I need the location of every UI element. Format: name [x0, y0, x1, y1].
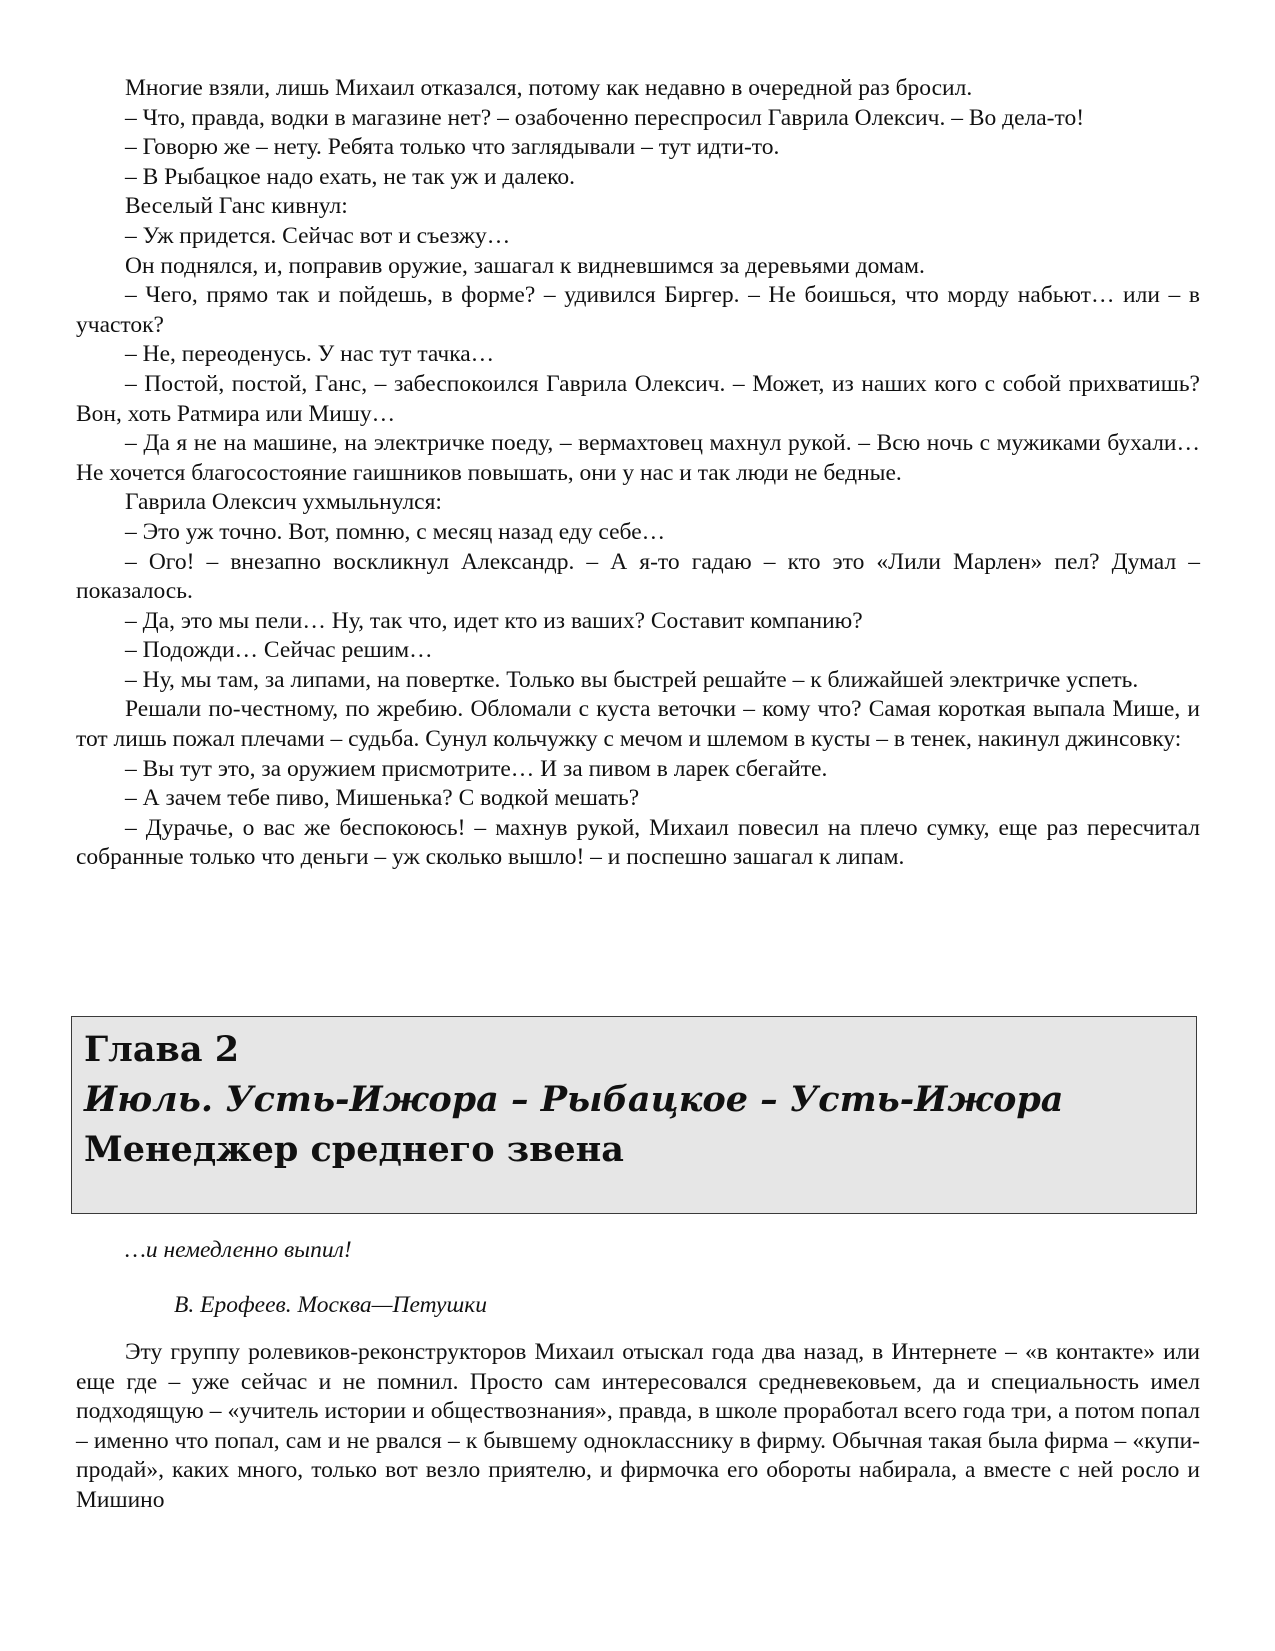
paragraph: – В Рыбацкое надо ехать, не так уж и далеко. [125, 163, 576, 190]
paragraph: Он поднялся, и, поправив оружие, зашагал к видневшимся за деревьями домам. [125, 252, 925, 279]
paragraph: – Ого! – внезапно воскликнул Александр. – А я-то гадаю – кто это «Лили Марлен» пел? Думал – показалось. [76, 548, 1200, 605]
chapter-title: Менеджер среднего звена [84, 1129, 624, 1170]
chapter-heading-box [71, 1016, 1197, 1214]
paragraph: – Да я не на машине, на электричке поеду, – вермахтовец махнул рукой. – Всю ночь с мужиками бухали… Не хочется благосостояние гаишников повышать, они у нас и так люди не бедные. [76, 430, 1200, 486]
paragraph: – Говорю же – нету. Ребята только что заглядывали – тут идти-то. [125, 134, 780, 161]
paragraph: – Постой, постой, Ганс, – забеспокоился Гаврила Олексич. – Может, из наших кого с собой прихватишь? Вон, хоть Ратмира или Мишу… [76, 370, 1200, 427]
paragraph: – Чего, прямо так и пойдешь, в форме? – удивился Биргер. – Не боишься, что морду набьют… или – в участок? [76, 282, 1200, 338]
top-text-block [76, 74, 1200, 873]
paragraph: – Не, переоденусь. У нас тут тачка… [125, 341, 495, 368]
paragraph: – Вы тут это, за оружием присмотрите… И за пивом в ларек сбегайте. [125, 755, 828, 782]
paragraph: – Да, это мы пели… Ну, так что, идет кто из ваших? Составит компанию? [125, 607, 863, 634]
bottom-text-block [76, 1338, 1200, 1516]
paragraph: – Что, правда, водки в магазине нет? – озабоченно переспросил Гаврила Олексич. – Во дела-то! [125, 104, 1085, 131]
paragraph: Гаврила Олексич ухмыльнулся: [125, 489, 442, 516]
chapter-subtitle: Июль. Усть-Ижора – Рыбацкое – Усть-Ижора [84, 1079, 1064, 1120]
epigraph-quote: …и немедленно выпил! [125, 1237, 352, 1263]
chapter-number: Глава 2 [84, 1029, 240, 1070]
paragraph: – Уж придется. Сейчас вот и съезжу… [125, 222, 511, 249]
paragraph: – А зачем тебе пиво, Мишенька? С водкой мешать? [125, 785, 640, 812]
paragraph: – Дурачье, о вас же беспокоюсь! – махнув рукой, Михаил повесил на плечо сумку, еще раз пересчитал собранные только что деньги – уж сколько вышло! – и поспешно зашагал к липам. [76, 814, 1200, 871]
epigraph-source: В. Ерофеев. Москва—Петушки [174, 1292, 487, 1318]
paragraph: Многие взяли, лишь Михаил отказался, потому как недавно в очередной раз бросил. [125, 75, 973, 101]
paragraph: – Это уж точно. Вот, помню, с месяц назад еду себе… [125, 518, 666, 545]
paragraph: – Подожди… Сейчас решим… [125, 637, 433, 664]
paragraph: Эту группу ролевиков-реконструкторов Михаил отыскал года два назад, в Интернете – «в контакте» или еще где – уже сейчас и не помнил. Просто сам интересовался средневековьем, да и специальность имел подходящую – «учитель истории и обществознания», правда, в школе проработал всего года три, а потом попал – именно что попал, сам и не рвался – к бывшему однокласснику в фирму. Обычная такая была фирма – «купи-продай», каких много, только вот везло приятелю, и фирмочка его обороты набирала, а вместе с ней росло и Мишино [76, 1339, 1200, 1513]
paragraph: Веселый Ганс кивнул: [125, 193, 348, 220]
paragraph: – Ну, мы там, за липами, на повертке. Только вы быстрей решайте – к ближайшей электричке успеть. [125, 666, 1139, 693]
paragraph: Решали по-честному, по жребию. Обломали с куста веточки – кому что? Самая короткая выпала Мише, и тот лишь пожал плечами – судьба. Сунул кольчужку с мечом и шлемом в кусты – в тенек, накинул джинсовку: [76, 696, 1200, 753]
